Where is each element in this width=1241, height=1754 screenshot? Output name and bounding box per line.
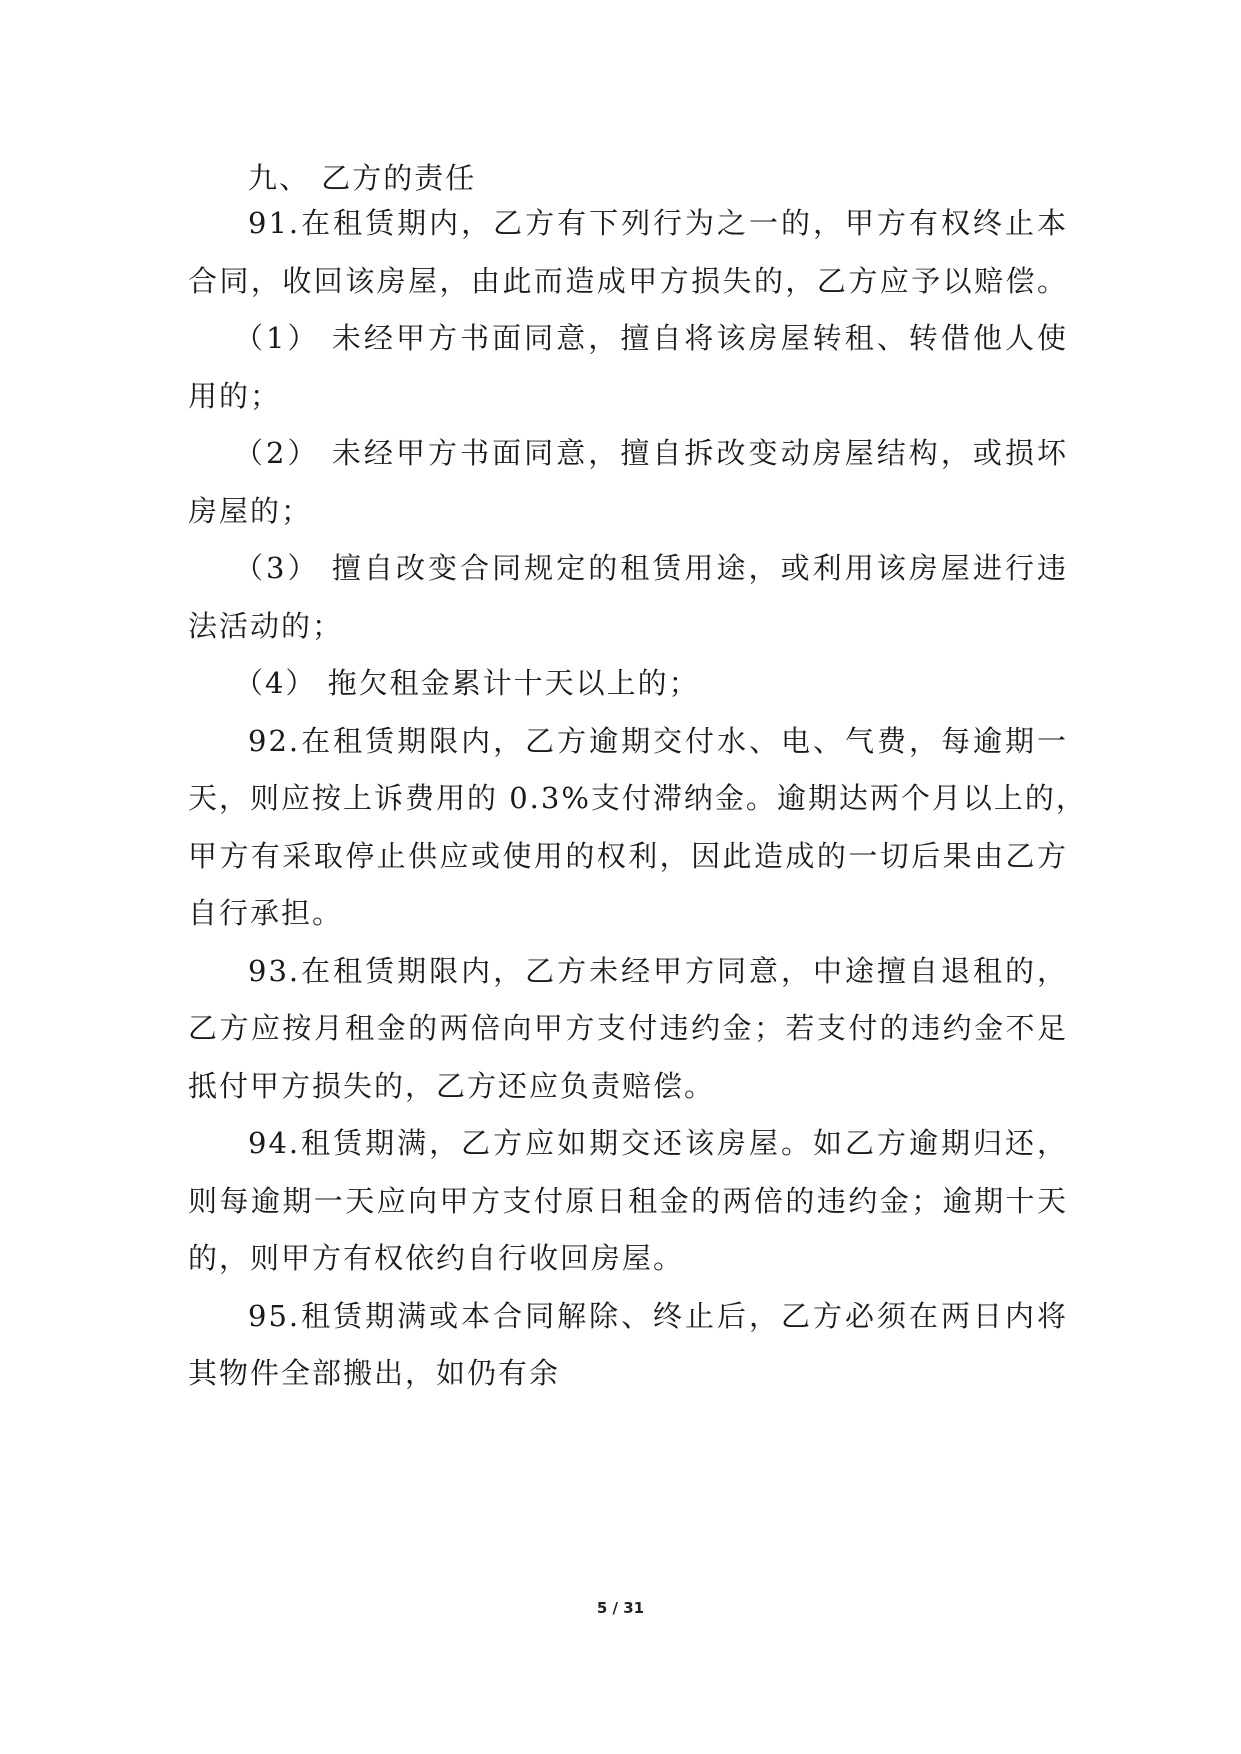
clause-91-line-2: 合同，收回该房屋，由此而造成甲方损失的，乙方应予以赔偿。	[188, 264, 1068, 298]
clause-95-line-1: 95.租赁期满或本合同解除、终止后，乙方必须在两日内将	[248, 1299, 1068, 1333]
item-2-line-1: （2） 未经甲方书面同意，擅自拆改变动房屋结构，或损坏	[234, 436, 1068, 470]
item-4-line-1: （4） 拖欠租金累计十天以上的；	[234, 666, 700, 700]
item-1-line-2: 用的；	[188, 379, 282, 413]
clause-94-line-2: 则每逾期一天应向甲方支付原日租金的两倍的违约金；逾期十天	[188, 1184, 1068, 1218]
clause-93-line-1: 93.在租赁期限内，乙方未经甲方同意，中途擅自退租的，	[248, 954, 1068, 988]
clause-92-line-4: 自行承担。	[188, 896, 344, 930]
clause-92-line-1: 92.在租赁期限内，乙方逾期交付水、电、气费，每逾期一	[248, 724, 1068, 758]
clause-92-line-2: 天，则应按上诉费用的 0.3%支付滞纳金。逾期达两个月以上的，	[188, 781, 1087, 815]
item-3-line-2: 法活动的；	[188, 609, 344, 643]
clause-94-line-1: 94.租赁期满，乙方应如期交还该房屋。如乙方逾期归还，	[248, 1126, 1068, 1160]
item-2-line-2: 房屋的；	[188, 494, 313, 528]
item-3-line-1: （3） 擅自改变合同规定的租赁用途，或利用该房屋进行违	[234, 551, 1068, 585]
item-1-line-1: （1） 未经甲方书面同意，擅自将该房屋转租、转借他人使	[234, 321, 1068, 355]
clause-94-line-3: 的，则甲方有权依约自行收回房屋。	[188, 1241, 685, 1275]
clause-93-line-3: 抵付甲方损失的，乙方还应负责赔偿。	[188, 1069, 716, 1103]
page-number: 5 / 31	[596, 1599, 645, 1617]
clause-93-line-2: 乙方应按月租金的两倍向甲方支付违约金；若支付的违约金不足	[188, 1011, 1068, 1045]
section-heading: 九、 乙方的责任	[248, 161, 477, 195]
clause-92-line-3: 甲方有采取停止供应或使用的权利，因此造成的一切后果由乙方	[188, 839, 1068, 873]
clause-95-line-2: 其物件全部搬出，如仍有余	[188, 1356, 561, 1390]
clause-91-line-1: 91.在租赁期内，乙方有下列行为之一的，甲方有权终止本	[248, 206, 1068, 240]
